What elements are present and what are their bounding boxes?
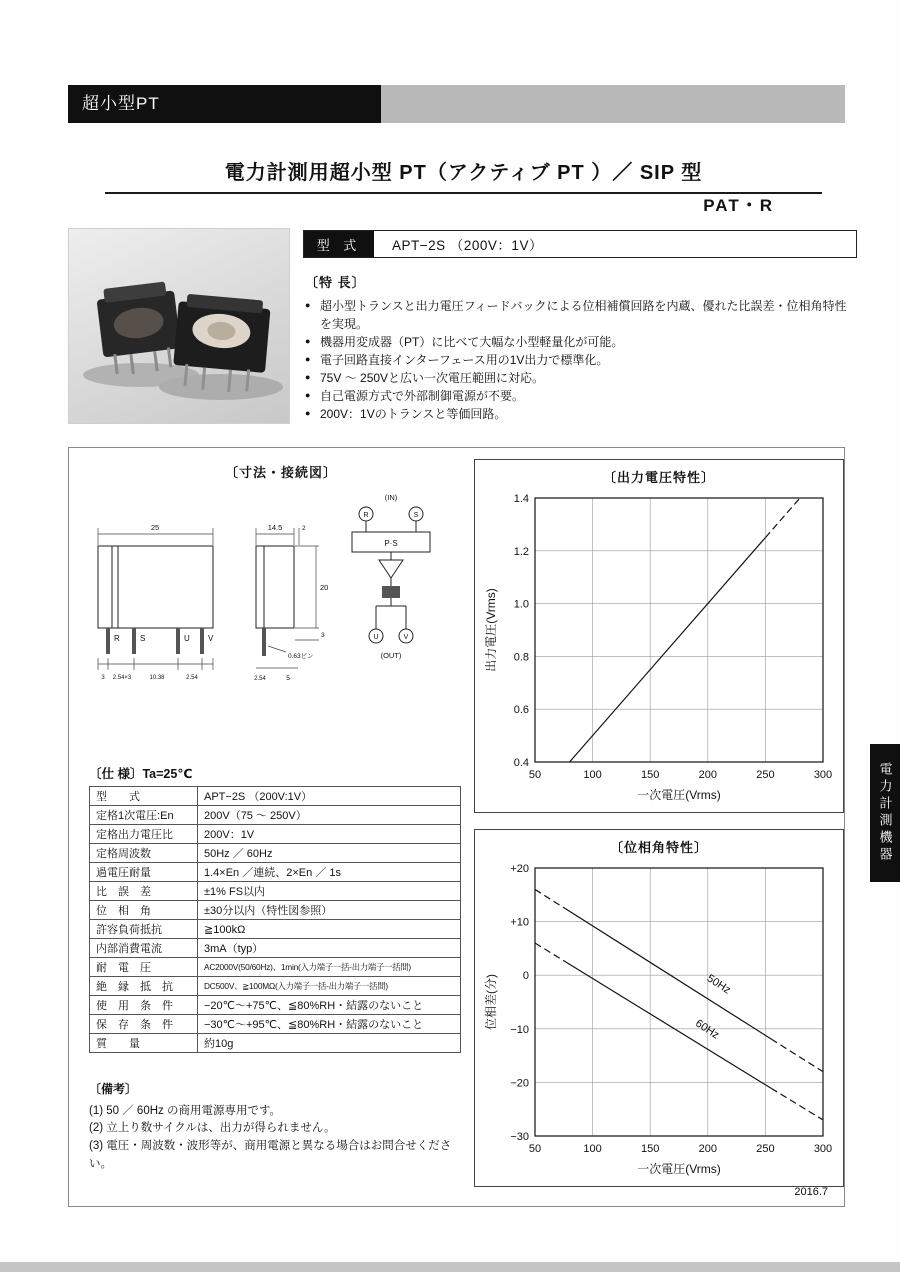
pin-label-r: R <box>114 634 120 643</box>
output-voltage-chart-title: 〔出力電圧特性〕 <box>602 470 715 485</box>
dim-width-25: 25 <box>150 523 160 532</box>
remark-item: (1) 50 ／ 60Hz の商用電源専用です。 <box>89 1104 282 1117</box>
svg-text:−10: −10 <box>510 1023 529 1036</box>
svg-text:1.0: 1.0 <box>513 598 529 611</box>
spec-row <box>90 1034 461 1053</box>
spec-row <box>90 863 461 882</box>
front-pin-labels <box>114 634 214 643</box>
spec-heading: 〔仕 様〕Ta=25℃ <box>89 767 193 781</box>
side-category-tab: 電力計測機器 <box>870 744 900 882</box>
svg-text:0.4: 0.4 <box>513 757 529 769</box>
spec-row <box>90 844 461 863</box>
circuit-s-terminal: S <box>413 512 419 519</box>
model-row <box>303 230 857 258</box>
spec-label: 比 誤 差 <box>90 882 198 901</box>
svg-text:50: 50 <box>528 769 542 781</box>
spec-value: APT−2S （200V:1V） <box>198 787 461 806</box>
spec-label: 型 式 <box>90 787 198 806</box>
svg-text:250: 250 <box>756 769 775 781</box>
svg-text:200: 200 <box>698 769 717 781</box>
pin-label-v: V <box>208 634 214 643</box>
feature-item: ● 機器用変成器（PT）に比べて大幅な小型軽量化が可能。 <box>305 333 857 351</box>
spec-label: 過電圧耐量 <box>90 863 198 882</box>
circuit-ps-box-label: P·S <box>384 539 398 548</box>
spec-row <box>90 901 461 920</box>
feature-item: ● 自己電源方式で外部制御電源が不要。 <box>305 387 857 405</box>
svg-text:200: 200 <box>698 1143 717 1155</box>
svg-text:50: 50 <box>528 1143 542 1155</box>
svg-text:50Hz: 50Hz <box>704 972 733 997</box>
page-title: 電力計測用超小型 PT（アクティブ PT ）／ SIP 型 <box>224 162 703 184</box>
spec-row <box>90 882 461 901</box>
spec-label: 使 用 条 件 <box>90 996 198 1015</box>
remark-item: (2) 立上り数サイクルは、出力が得られません。 <box>89 1122 336 1135</box>
svg-text:1.2: 1.2 <box>513 545 529 558</box>
spec-table <box>89 786 461 1053</box>
remark-item: (3) 電圧・周波数・波形等が、商用電源と異なる場合はお問合せください。 <box>89 1140 452 1171</box>
svg-text:150: 150 <box>641 1143 660 1155</box>
dim-5: 5 <box>286 675 290 682</box>
feature-item: ● 200V：1Vのトランスと等価回路。 <box>305 405 857 423</box>
phase-angle-chart <box>481 856 837 1182</box>
spec-value: 1.4×En ／連続、2×En ／ 1s <box>198 863 461 882</box>
svg-text:100: 100 <box>583 769 602 781</box>
spec-label: 耐 電 圧 <box>90 958 198 977</box>
spec-value: ±30分以内（特性図参照） <box>198 901 461 920</box>
features-section <box>305 272 857 423</box>
spec-label: 定格1次電圧:En <box>90 806 198 825</box>
output-voltage-chart <box>481 486 837 808</box>
svg-text:位相差(分): 位相差(分) <box>484 974 498 1030</box>
spec-label: 内部消費電流 <box>90 939 198 958</box>
dim-254b: 2.54 <box>254 676 266 682</box>
dim-254: 2.54 <box>186 675 198 681</box>
spec-row <box>90 958 461 977</box>
diagram-heading: 〔寸法・接続図〕 <box>224 465 337 480</box>
spec-value: −20℃〜+75℃、≦80%RH・結露のないこと <box>198 996 461 1015</box>
spec-value: 3mA（typ） <box>198 939 461 958</box>
dimension-connection-diagram <box>86 488 466 726</box>
spec-row <box>90 806 461 825</box>
feature-item: ● 電子回路直接インターフェース用の1V出力で標準化。 <box>305 351 857 369</box>
main-content-box <box>68 447 845 1207</box>
dim-3: 3 <box>101 675 105 681</box>
title-underline <box>105 156 822 194</box>
spec-value: 200V：1V <box>198 825 461 844</box>
pin-label-u: U <box>184 634 190 643</box>
transformer-left <box>95 280 183 377</box>
issue-date: 2016.7 <box>794 1186 828 1198</box>
spec-label: 保 存 条 件 <box>90 1015 198 1034</box>
spec-label: 定格周波数 <box>90 844 198 863</box>
svg-text:60Hz: 60Hz <box>693 1017 722 1042</box>
spec-label: 許容負荷抵抗 <box>90 920 198 939</box>
spec-value: DC500V、≧100MΩ(入力端子一括-出力端子一括間) <box>198 977 461 996</box>
model-value: APT−2S （200V：1V） <box>392 238 543 253</box>
svg-text:一次電圧(Vrms): 一次電圧(Vrms) <box>637 788 721 802</box>
remarks-section <box>89 1080 461 1174</box>
svg-text:0.8: 0.8 <box>513 651 529 664</box>
svg-text:+20: +20 <box>510 863 529 875</box>
spec-value: ≧100kΩ <box>198 920 461 939</box>
svg-text:150: 150 <box>641 769 660 781</box>
svg-text:300: 300 <box>813 769 833 781</box>
feature-item: ● 超小型トランスと出力電圧フィードバックによる位相補償回路を内蔵、優れた比誤差・位相角特性を実現。 <box>305 297 857 333</box>
spec-value: ±1% FS以内 <box>198 882 461 901</box>
svg-text:100: 100 <box>583 1143 602 1155</box>
svg-text:一次電圧(Vrms): 一次電圧(Vrms) <box>637 1162 721 1176</box>
circuit-v-terminal: V <box>403 634 409 641</box>
circuit-u-terminal: U <box>373 634 379 641</box>
svg-text:250: 250 <box>756 1143 775 1155</box>
bottom-edge-strip <box>0 1262 900 1272</box>
side-view <box>256 546 294 656</box>
circuit-r-terminal: R <box>363 512 369 519</box>
phase-angle-chart-title: 〔位相角特性〕 <box>609 840 708 855</box>
output-voltage-chart-box <box>474 459 844 813</box>
spec-row <box>90 787 461 806</box>
spec-label: 定格出力電圧比 <box>90 825 198 844</box>
spec-label: 位 相 角 <box>90 901 198 920</box>
feature-item: ● 75V 〜 250Vと広い一次電圧範囲に対応。 <box>305 369 857 387</box>
spec-value: AC2000V(50/60Hz)、1min(入力端子一括-出力端子一括間) <box>198 958 461 977</box>
spec-row <box>90 1015 461 1034</box>
spec-row <box>90 977 461 996</box>
category-tab: 超小型PT <box>68 85 381 123</box>
spec-row <box>90 825 461 844</box>
remarks-heading: 〔備考〕 <box>89 1082 138 1096</box>
spec-value: 50Hz ／ 60Hz <box>198 844 461 863</box>
connection-circuit <box>352 507 430 643</box>
svg-text:−30: −30 <box>510 1131 529 1143</box>
spec-row <box>90 996 461 1015</box>
spec-label: 絶 縁 抵 抗 <box>90 977 198 996</box>
header-bar <box>68 85 845 123</box>
spec-label: 質 量 <box>90 1034 198 1053</box>
features-heading: 〔特 長〕 <box>305 275 366 290</box>
circuit-out-label: (OUT) <box>380 651 402 660</box>
spec-row <box>90 939 461 958</box>
transformer-illustration <box>69 229 289 423</box>
dim-thickness-2: 2 <box>302 525 306 532</box>
svg-text:0: 0 <box>522 970 529 983</box>
dim-height-20: 20 <box>320 583 329 592</box>
model-label: 型 式 <box>304 231 374 257</box>
svg-text:0.6: 0.6 <box>513 704 529 717</box>
dim-254x3: 2.54×3 <box>112 675 132 681</box>
spec-value: 200V（75 〜 250V） <box>198 806 461 825</box>
dim-pin-063: 0.63ピン <box>288 653 314 660</box>
svg-text:+10: +10 <box>510 916 529 929</box>
dim-1038: 10.38 <box>149 675 165 681</box>
series-name: PAT・R <box>703 196 774 215</box>
svg-text:300: 300 <box>813 1143 833 1155</box>
dim-seat-3: 3 <box>321 632 325 639</box>
svg-text:−20: −20 <box>510 1077 529 1090</box>
dim-width-145: 14.5 <box>267 523 283 532</box>
pin-label-s: S <box>140 634 146 643</box>
circuit-in-label: (IN) <box>384 493 398 502</box>
svg-text:出力電圧(Vrms): 出力電圧(Vrms) <box>484 588 498 672</box>
svg-text:1.4: 1.4 <box>513 493 529 505</box>
spec-row <box>90 920 461 939</box>
product-photo <box>68 228 290 424</box>
spec-value: −30℃〜+95℃、≦80%RH・結露のないこと <box>198 1015 461 1034</box>
phase-angle-chart-box <box>474 829 844 1187</box>
spec-value: 約10g <box>198 1034 461 1053</box>
